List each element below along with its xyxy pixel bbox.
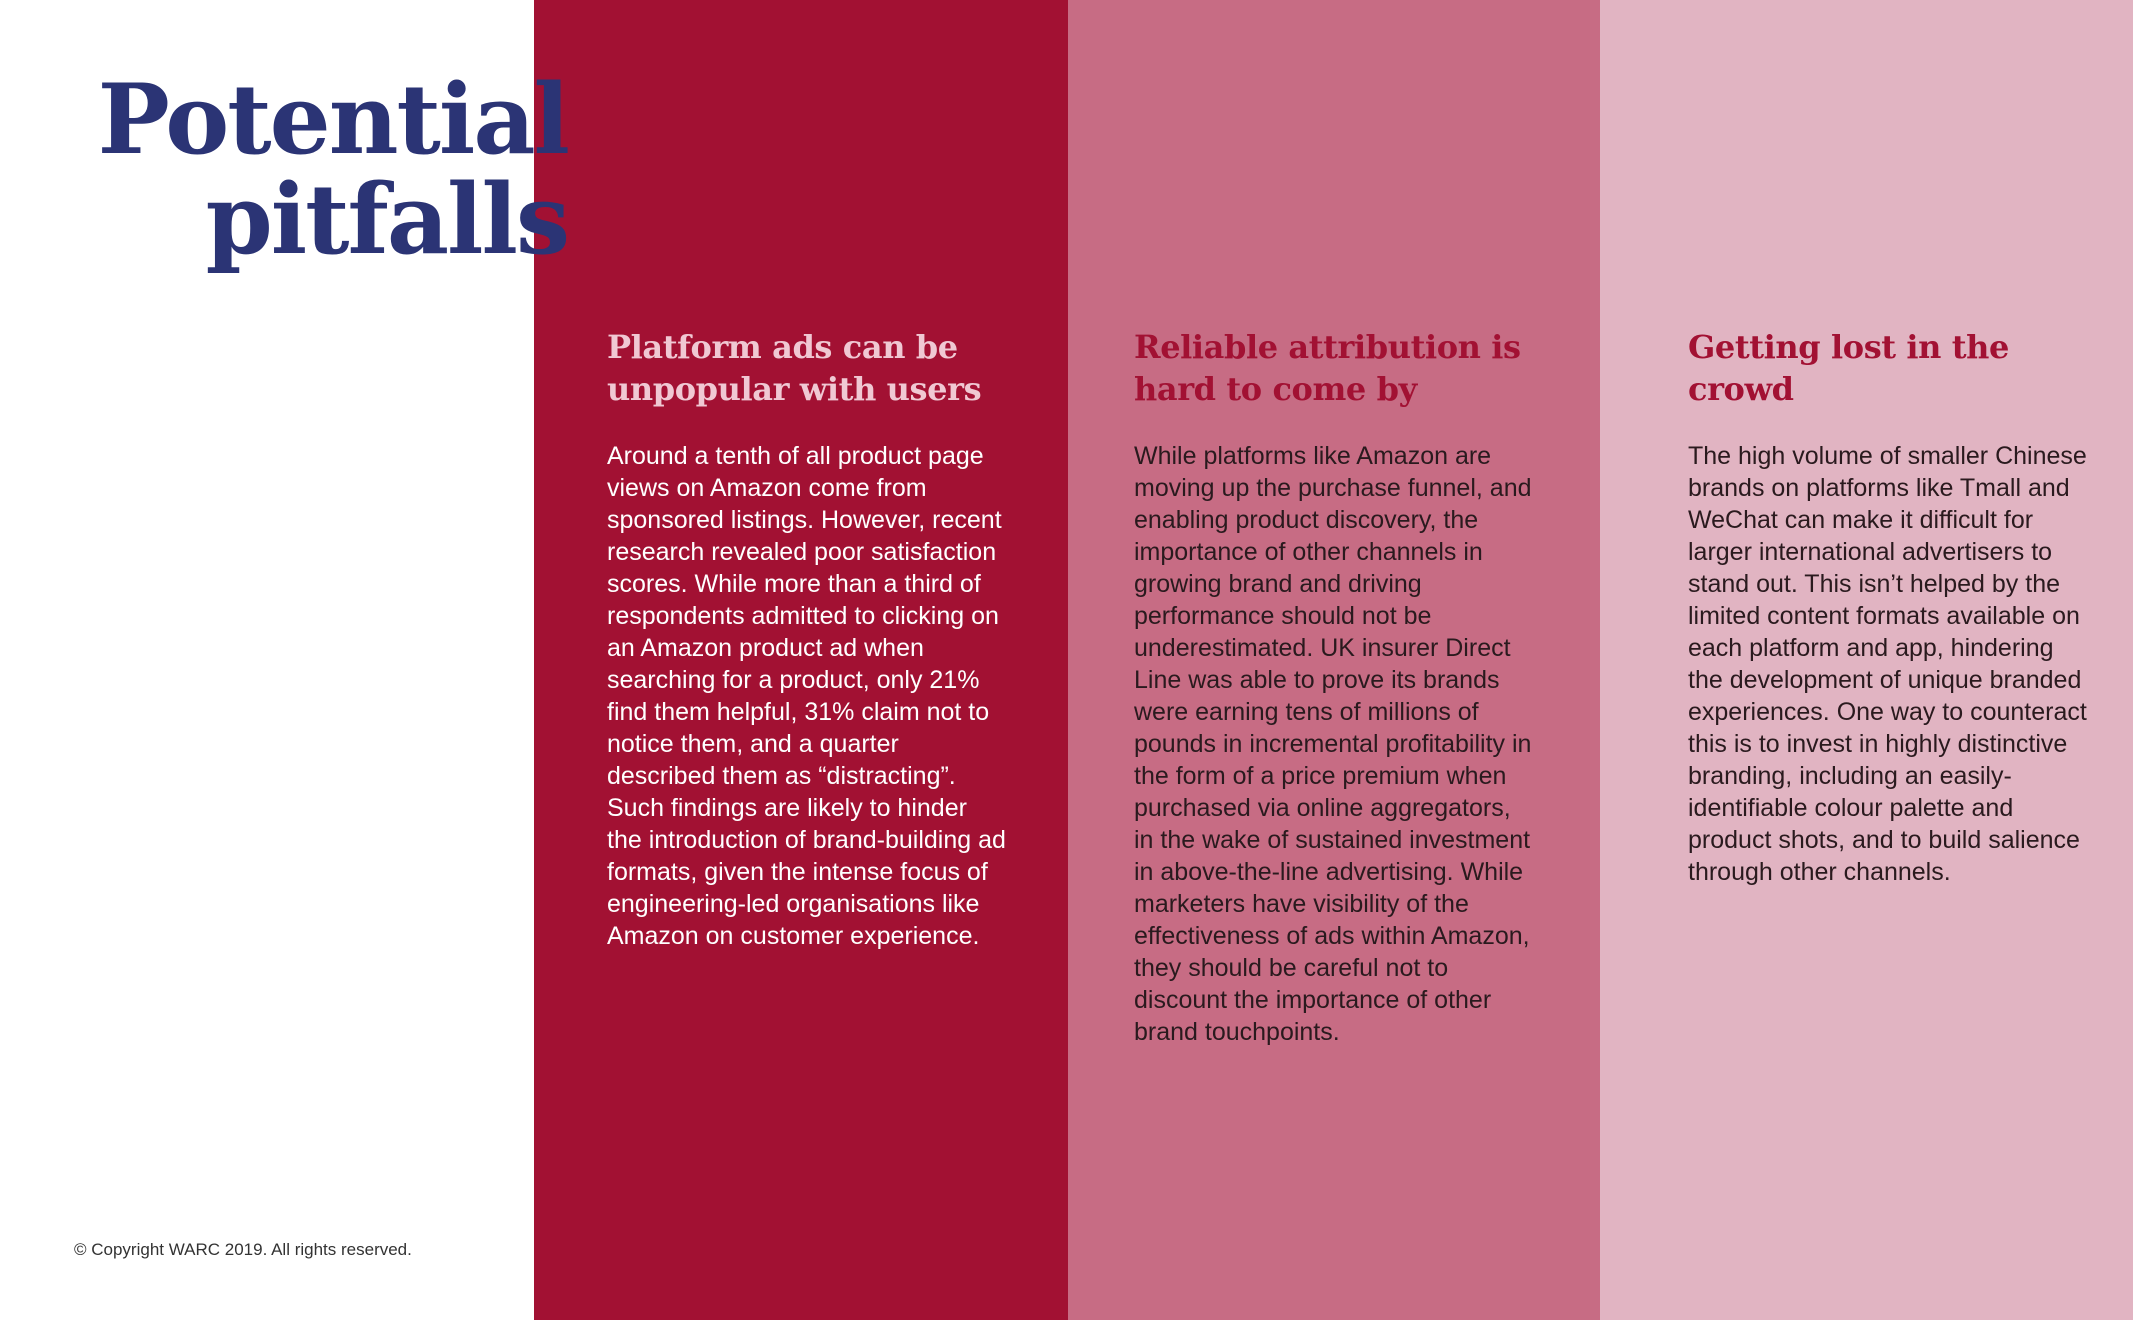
column-2-heading: Reliable attribution is hard to come by [1134,328,1521,408]
column-3-heading: Getting lost in the crowd [1688,328,2009,408]
column-2-body: While platforms like Amazon are moving up the purchase funnel, and enabling product discovery, the importance of other channels in growing brand and driving performance should not be underestimated. UK insurer Direct Line was able to prove its brands were earning tens of millions of pounds in incremental profitability in the form of a price premium when purchased via online aggregators, in the wake of sustained investment in above-the-line advertising. While marketers have visibility of the effectiveness of ads within Amazon, they should be careful not to discount the importance of other brand touchpoints. [1134,442,1532,1046]
column-1-body: Around a tenth of all product page views on Amazon come from sponsored listings. However, recent research revealed poor satisfaction scores. While more than a third of respondents admitted to clicking on an Amazon product ad when searching for a product, only 21% find them helpful, 31% claim not to notice them, and a quarter described them as “distracting”. Such findings are likely to hinder the introduction of brand-building ad formats, given the intense focus of engineering-led organisations like Amazon on customer experience. [607,442,1006,950]
page-title-line-1: Potential [97,63,568,176]
page-title [60,63,568,276]
copyright-notice: © Copyright WARC 2019. All rights reserved. [74,1240,412,1259]
column-1-heading: Platform ads can be unpopular with users [607,328,982,408]
column-3-body: The high volume of smaller Chinese brands on platforms like Tmall and WeChat can make it difficult for larger international advertisers to stand out. This isn’t helped by the limited content formats available on each platform and app, hindering the development of unique branded experiences. One way to counteract this is to invest in highly distinctive branding, including an easily-identifiable colour palette and product shots, and to build salience through other channels. [1688,442,2087,886]
page-title-line-2: pitfalls [205,163,568,276]
